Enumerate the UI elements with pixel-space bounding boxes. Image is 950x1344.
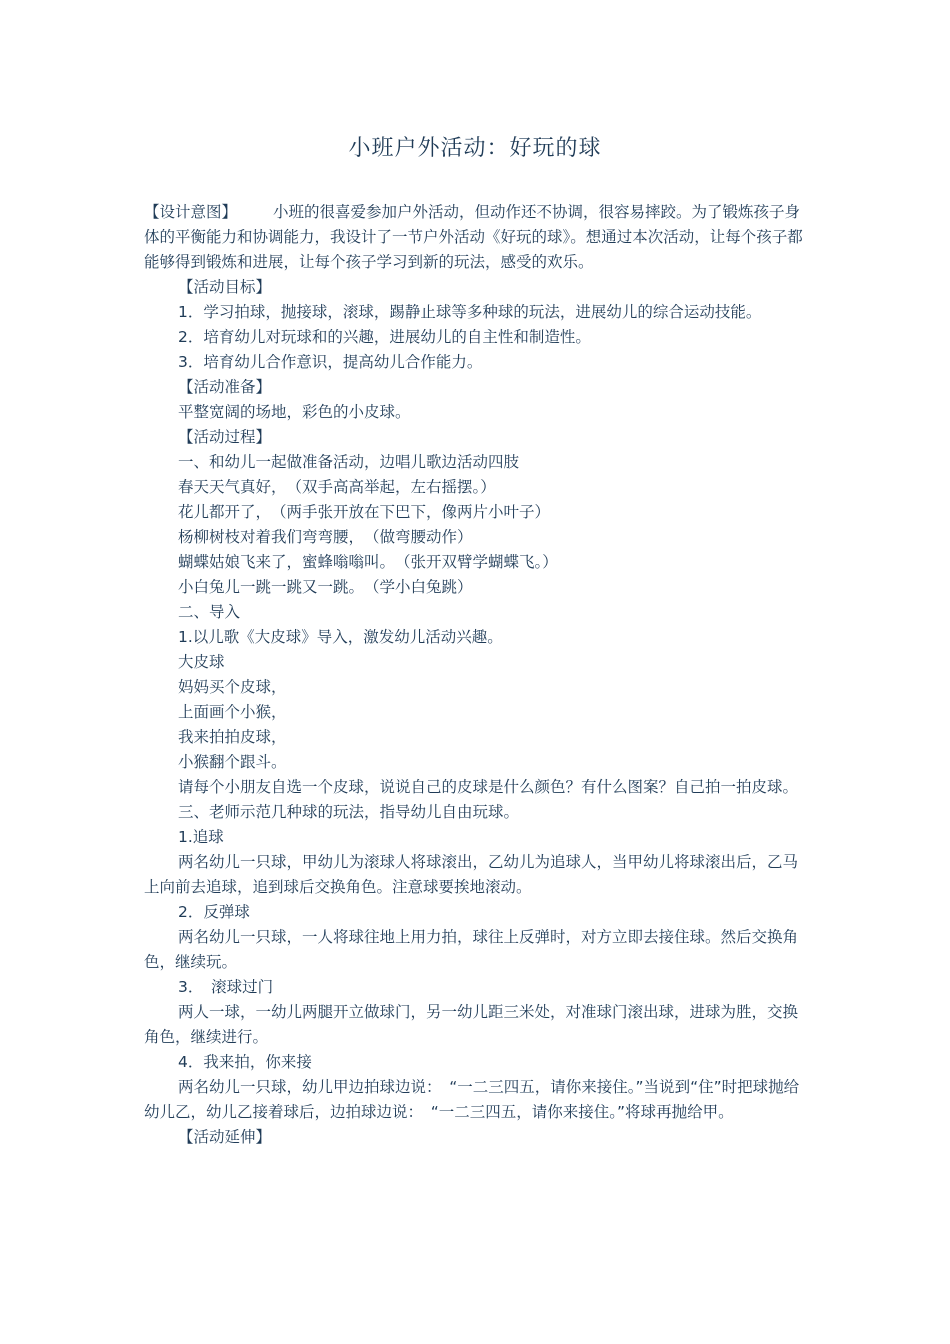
goal-item-3: 3．培育幼儿合作意识，提高幼儿合作能力。: [178, 353, 483, 371]
song-title: 大皮球: [178, 653, 225, 671]
rhyme-line: 蝴蝶姑娘飞来了，蜜蜂嗡嗡叫。 （张开双臂学蝴蝶飞。）: [178, 553, 558, 571]
section-heading-preparation: 【活动准备】: [178, 378, 272, 396]
game-title-3: 3． 滚球过门: [178, 978, 274, 996]
intro-text: 1.以儿歌《大皮球》导入，激发幼儿活动兴趣。: [178, 628, 503, 646]
section-heading-process: 【活动过程】: [178, 428, 272, 446]
game-title-2: 2．反弹球: [178, 903, 250, 921]
rhyme-line: 春天天气真好， （双手高高举起，左右摇摆。）: [178, 478, 496, 496]
song-line: 我来拍拍皮球，: [178, 728, 287, 746]
document-body: [144, 200, 808, 1150]
preparation-text: 平整宽阔的场地，彩色的小皮球。: [178, 403, 411, 421]
game-title-1: 1.追球: [178, 828, 224, 846]
design-intent-label: 【设计意图】: [144, 203, 238, 221]
song-line: 妈妈买个皮球，: [178, 678, 287, 696]
rhyme-line: 花儿都开了， （两手张开放在下巴下，像两片小叶子）: [178, 503, 551, 521]
rhyme-line: 小白兔儿一跳一跳又一跳。 （学小白兔跳）: [178, 578, 473, 596]
game-desc-4: 两名幼儿一只球，幼儿甲边拍球边说： “一二三四五，请你来接住。”当说到“住”时把球抛给幼儿乙，幼儿乙接着球后，边拍球边说： “一二三四五，请你来接住。”将球再抛给甲。: [144, 1078, 800, 1121]
game-desc-2: 两名幼儿一只球，一人将球往地上用力拍，球往上反弹时，对方立即去接住球。然后交换角色，继续玩。: [144, 928, 799, 971]
goal-item-2: 2．培育幼儿对玩球和的兴趣，进展幼儿的自主性和制造性。: [178, 328, 591, 346]
page-title: 小班户外活动：好玩的球: [348, 136, 602, 161]
goal-item-1: 1．学习拍球，抛接球，滚球，踢静止球等多种球的玩法，进展幼儿的综合运动技能。: [178, 303, 762, 321]
design-intent-paragraph: [144, 200, 808, 275]
song-line: 上面画个小猴，: [178, 703, 287, 721]
process-step-3: 三、老师示范几种球的玩法，指导幼儿自由玩球。: [178, 803, 520, 821]
section-heading-goals: 【活动目标】: [178, 278, 272, 296]
game-desc-1: 两名幼儿一只球，甲幼儿为滚球人将球滚出，乙幼儿为追球人，当甲幼儿将球滚出后，乙马上向前去追球，追到球后交换角色。注意球要挨地滚动。: [144, 853, 799, 896]
instruction-paragraph: 请每个小朋友自选一个皮球，说说自己的皮球是什么颜色？有什么图案？自己拍一拍皮球。: [178, 778, 799, 796]
rhyme-line: 杨柳树枝对着我们弯弯腰， （做弯腰动作）: [178, 528, 473, 546]
process-step-1: 一、和幼儿一起做准备活动，边唱儿歌边活动四肢: [178, 453, 520, 471]
song-line: 小猴翻个跟斗。: [178, 753, 287, 771]
game-desc-3: 两人一球，一幼儿两腿开立做球门，另一幼儿距三米处，对准球门滚出球，进球为胜，交换角色，继续进行。: [144, 1003, 799, 1046]
section-heading-extension: 【活动延伸】: [178, 1128, 272, 1146]
design-intent-text: 小班的很喜爱参加户外活动，但动作还不协调，很容易摔跤。为了锻炼孩子身体的平衡能力和协调能力，我设计了一节户外活动《好玩的球》。想通过本次活动，让每个孩子都能够得到锻炼和进展，让每个孩子学习到新的玩法，感受的欢乐。: [144, 203, 803, 271]
game-title-4: 4．我来拍，你来接: [178, 1053, 312, 1071]
process-step-2: 二、导入: [178, 603, 241, 621]
